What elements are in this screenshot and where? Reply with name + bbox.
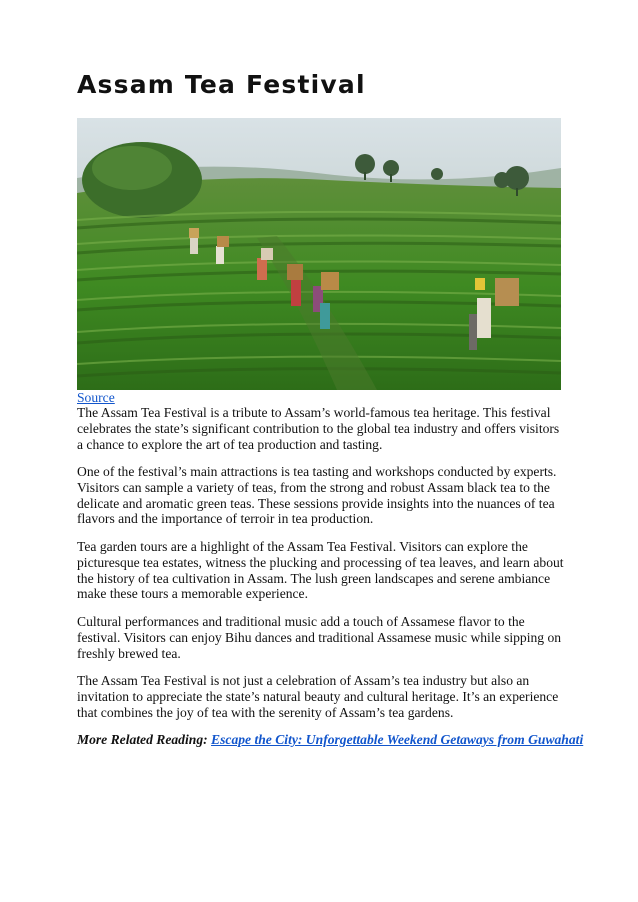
paragraph-garden-tours: Tea garden tours are a highlight of the Assam Tea Festival. Visitors can explore the picturesque tea estates, witness the plucking and processing of tea leaves, and learn about the history of tea cultivation in Assam. The lush green landscapes and serene ambiance make these tours a memorable experience. bbox=[77, 539, 564, 602]
page-title: Assam Tea Festival bbox=[77, 70, 366, 99]
paragraph-intro: The Assam Tea Festival is a tribute to Assam’s world-famous tea heritage. This festival celebrates the state’s significant contribution to the global tea industry and offers visitors a chance to explore the art of tea production and tasting. bbox=[77, 405, 560, 452]
related-reading-label: More Related Reading: bbox=[77, 732, 212, 747]
source-link[interactable]: Source bbox=[77, 390, 115, 405]
related-reading bbox=[77, 732, 584, 748]
tea-garden-photo bbox=[77, 118, 561, 390]
paragraph-cultural-performances: Cultural performances and traditional music add a touch of Assamese flavor to the festival. Visitors can enjoy Bihu dances and traditional Assamese music while sipping on freshly brewed tea. bbox=[77, 614, 562, 661]
related-reading-link[interactable]: Escape the City: Unforgettable Weekend Getaways from Guwahati bbox=[211, 732, 584, 747]
paragraph-tea-tasting: One of the festival’s main attractions is tea tasting and workshops conducted by experts. Visitors can sample a variety of teas, from the strong and robust Assam black tea to the delicate and aromatic green teas. These sessions provide insights into the nuances of tea flavors and the importance of terroir in tea production. bbox=[77, 464, 557, 527]
paragraph-conclusion: The Assam Tea Festival is not just a celebration of Assam’s tea industry but also an invitation to appreciate the state’s natural beauty and cultural heritage. It’s an experience that combines the joy of tea with the serenity of Assam’s tea gardens. bbox=[77, 673, 559, 720]
